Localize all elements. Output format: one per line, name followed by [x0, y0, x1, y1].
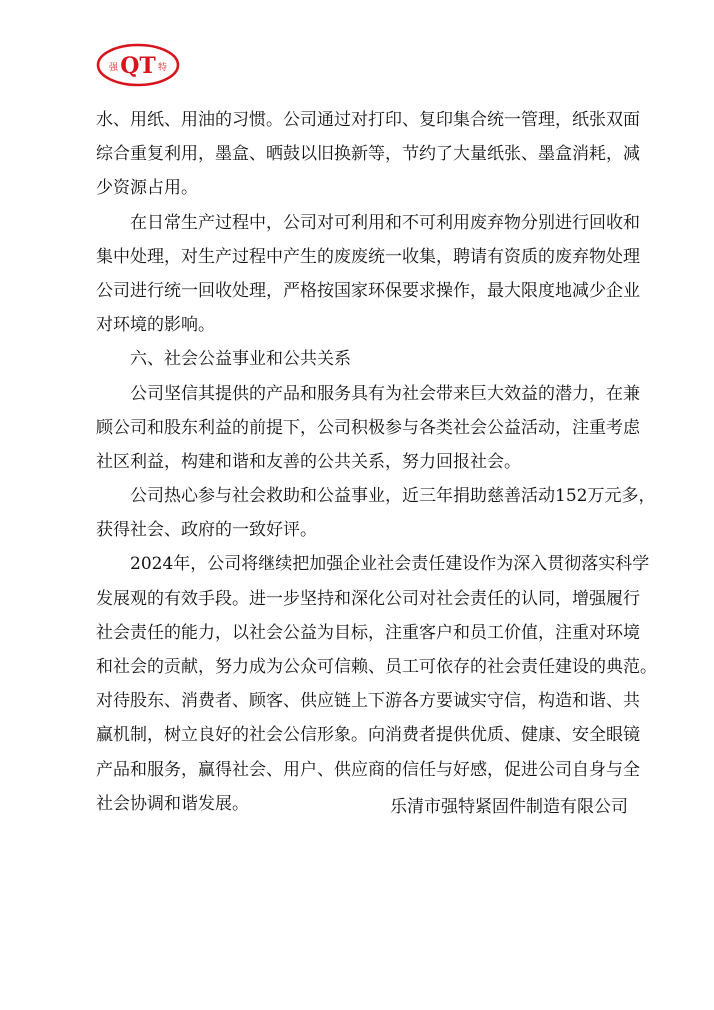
company-signature: 乐清市强特紧固件制造有限公司 [390, 797, 628, 817]
text-line: 社会责任的能力，以社会公益为目标，注重客户和员工价值，注重对环境 [96, 622, 640, 643]
text-line: 获得社会、政府的一致好评。 [96, 520, 317, 541]
section-heading: 六、社会公益事业和公共关系 [130, 349, 351, 370]
text-line: 社会协调和谐发展。 [96, 793, 249, 814]
company-logo [96, 42, 180, 88]
logo-text-left: 强 [109, 63, 119, 73]
text-line: 少资源占用。 [96, 178, 198, 199]
logo-text-main: QT [120, 53, 156, 79]
text-line: 产品和服务，赢得社会、用户、供应商的信任与好感，促进公司自身与全 [96, 759, 640, 780]
text-line: 社区利益，构建和谐和友善的公共关系，努力回报社会。 [96, 451, 521, 472]
qt-logo-icon [96, 42, 180, 88]
paragraph-first-line: 公司坚信其提供的产品和服务具有为社会带来巨大效益的潜力，在兼 [130, 383, 640, 404]
paragraph-first-line: 公司热心参与社会救助和公益事业，近三年捐助慈善活动152万元多， [130, 486, 656, 507]
logo-text-right: 特 [158, 63, 168, 73]
paragraph-first-line: 在日常生产过程中，公司对可利用和不可利用废弃物分别进行回收和 [130, 212, 640, 233]
text-line: 水、用纸、用油的习惯。公司通过对打印、复印集合统一管理，纸张双面 [96, 110, 640, 130]
text-line: 综合重复利用，墨盒、晒鼓以旧换新等，节约了大量纸张、墨盒消耗，减 [96, 144, 640, 165]
text-line: 对环境的影响。 [96, 315, 215, 336]
text-line: 发展观的有效手段。进一步坚持和深化公司对社会责任的认同，增强履行 [96, 588, 640, 609]
text-line: 顾公司和股东利益的前提下，公司积极参与各类社会公益活动，注重考虑 [96, 417, 640, 438]
text-line: 对待股东、消费者、顾客、供应链上下游各方要诚实守信，构造和谐、共 [96, 691, 640, 712]
text-line: 赢机制，树立良好的社会公信形象。向消费者提供优质、健康、安全眼镜 [96, 725, 640, 746]
text-line: 公司进行统一回收处理，严格按国家环保要求操作，最大限度地减少企业 [96, 280, 640, 301]
text-line: 集中处理，对生产过程中产生的废废统一收集，聘请有资质的废弃物处理 [96, 246, 640, 267]
text-line: 和社会的贡献，努力成为公众可信赖、员工可依存的社会责任建设的典范。 [96, 657, 657, 677]
paragraph-first-line: 2024年，公司将继续把加强企业社会责任建设作为深入贯彻落实科学 [130, 554, 650, 575]
document-body [96, 103, 657, 821]
